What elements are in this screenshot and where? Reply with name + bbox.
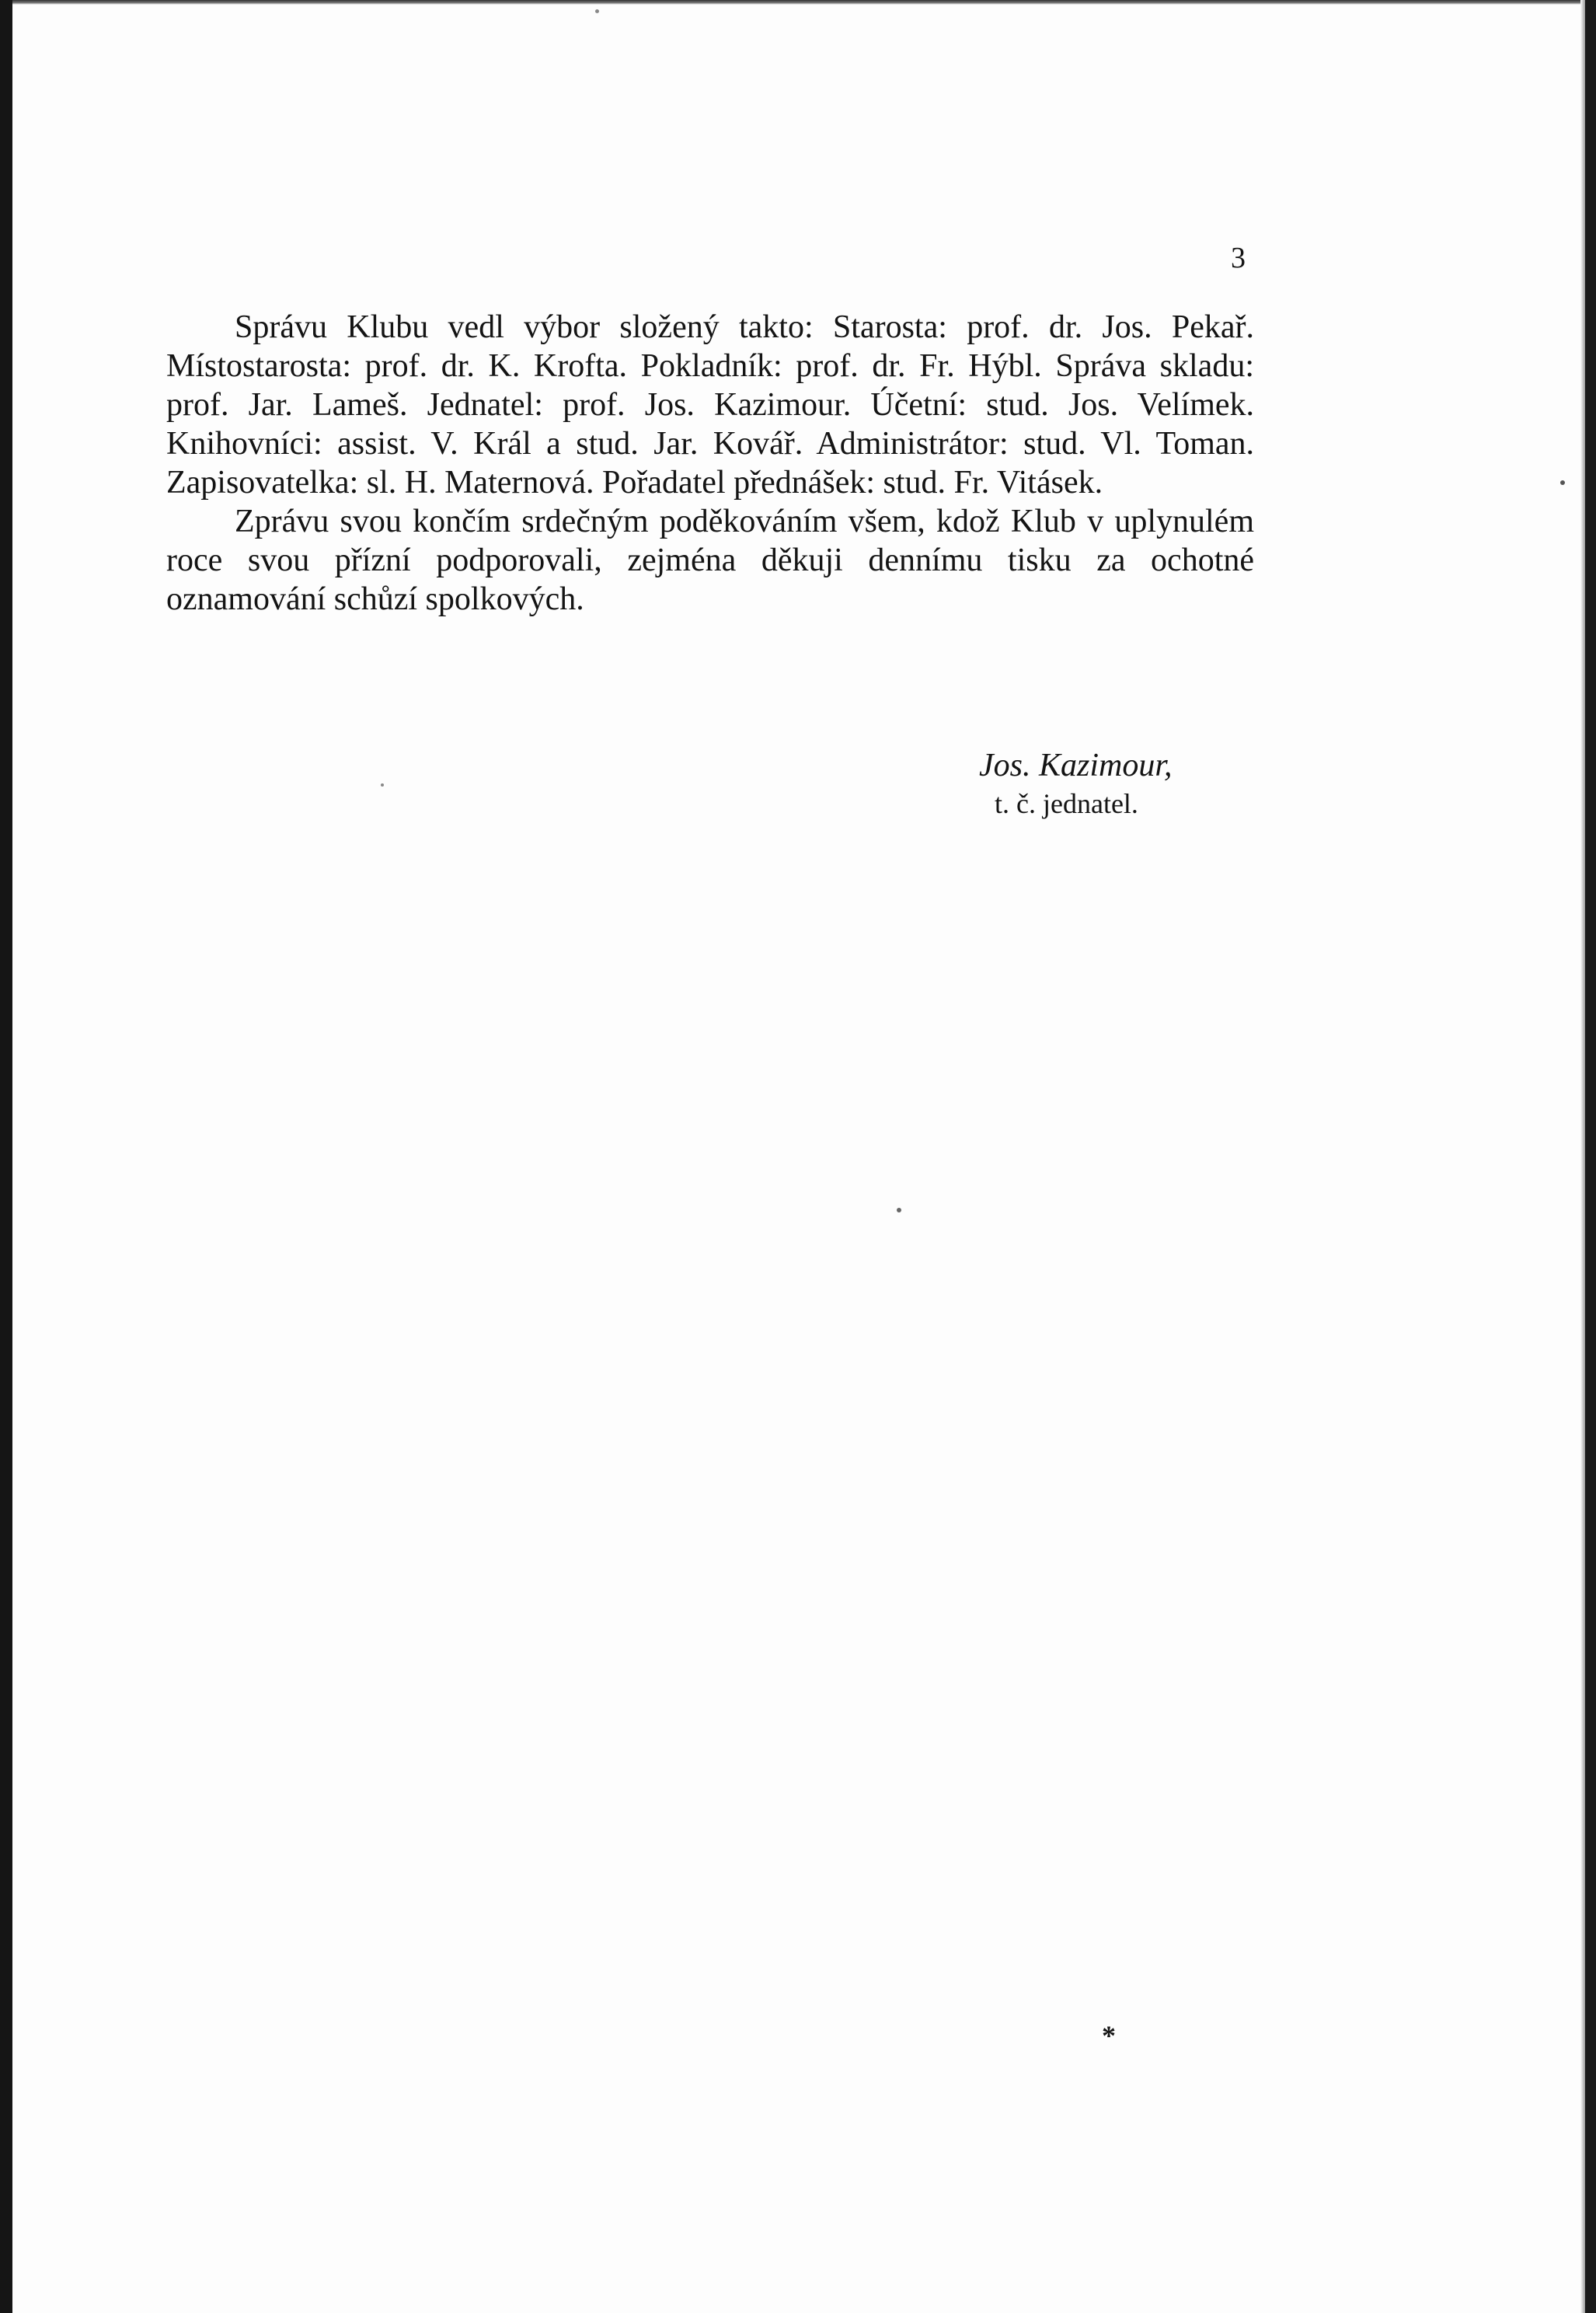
signature-title: t. č. jednatel. — [995, 788, 1138, 819]
scan-edge-left — [0, 0, 12, 2313]
body-text — [166, 308, 1254, 619]
dust-speck — [1560, 480, 1565, 485]
dust-speck — [381, 783, 384, 787]
page-number: 3 — [1231, 242, 1246, 274]
dust-speck — [595, 9, 599, 13]
signature-block — [979, 746, 1274, 822]
footer-asterisk: * — [1102, 2020, 1116, 2051]
signature-name: Jos. Kazimour, — [979, 748, 1173, 783]
scan-edge-right — [1585, 0, 1596, 2313]
scan-edge-top — [0, 0, 1596, 5]
dust-speck — [897, 1208, 901, 1212]
paragraph-closing: Zprávu svou končím srdečným poděkováním všem, kdož Klub v uplynulém roce svou přízní podporovali, zejména děkuji dennímu tisku za ochotné oznamování schůzí spolkových. — [166, 504, 1254, 617]
paragraph-committee: Správu Klubu vedl výbor složený takto: Starosta: prof. dr. Jos. Pekař. Místostarosta: prof. dr. K. Krofta. Pokladník: prof. dr. Fr. Hýbl. Správa skladu: prof. Jar. Lameš. Jednatel: prof. Jos. Kazimour. Účetní: stud. Jos. Velímek. Knihovníci: assist. V. Král a stud. Jar. Kovář. Administrátor: stud. Vl. Toman. Zapisovatelka: sl. H. Maternová. Pořadatel přednášek: stud. Fr. Vitásek. — [166, 309, 1254, 501]
